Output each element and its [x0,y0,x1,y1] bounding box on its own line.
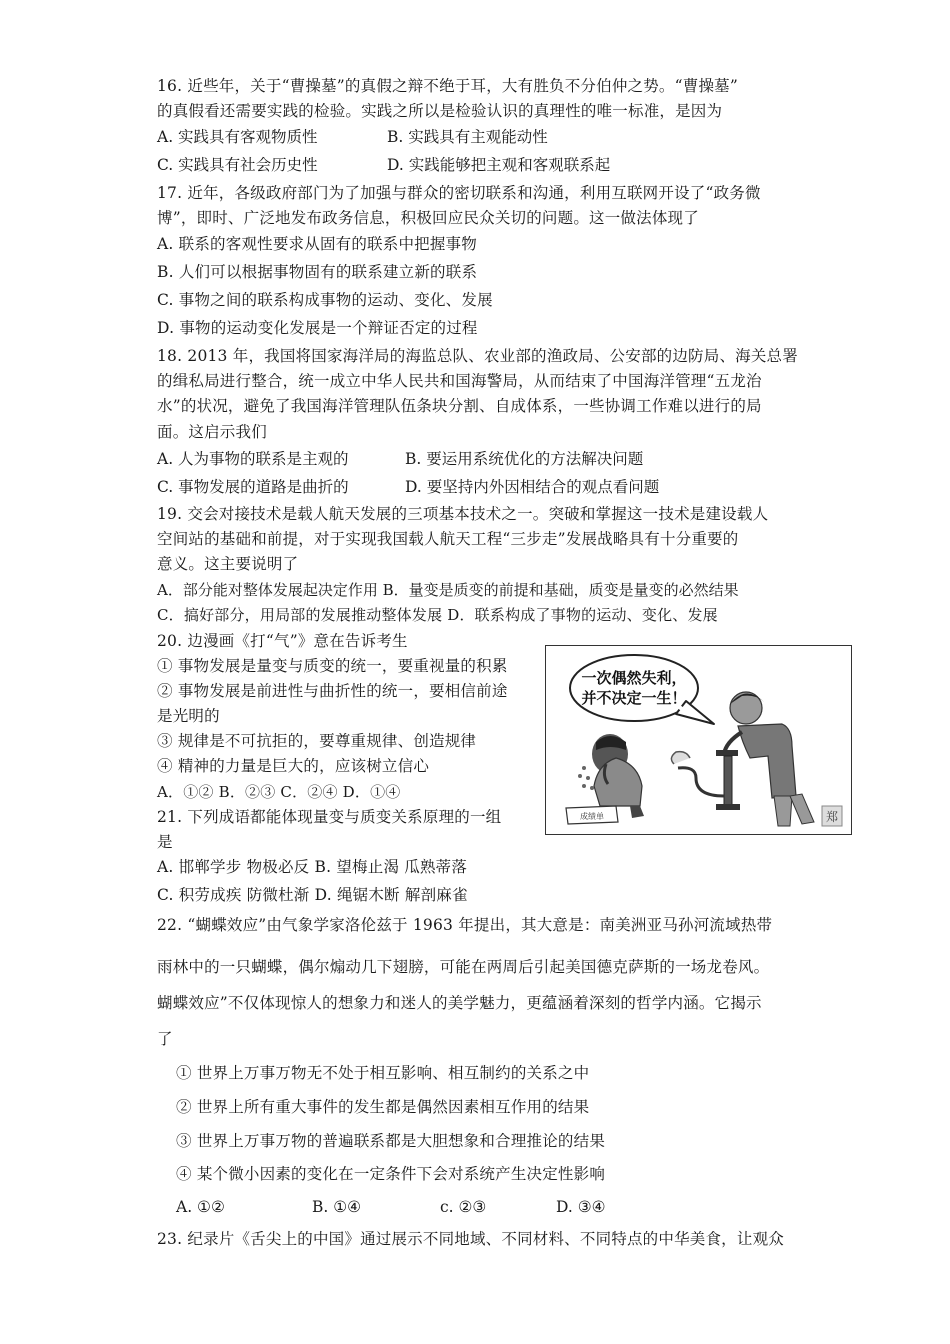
q20-item-2-cont: 是光明的 [157,707,220,725]
q20-stem: 20. 边漫画《打“气”》意在告诉考生 [157,632,408,650]
q19-stem-line2: 空间站的基础和前提，对于实现我国载人航天工程“三步走”发展战略具有十分重要的 [157,530,739,548]
q16-option-a: A. 实践具有客观物质性 [157,128,318,146]
q16-option-c: C. 实践具有社会历史性 [157,156,318,174]
q17-option-b: B. 人们可以根据事物固有的联系建立新的联系 [157,263,478,281]
q18-option-d: D. 要坚持内外因相结合的观点看问题 [405,478,660,496]
q21-options-ab: A. 邯郸学步 物极必反 B. 望梅止渴 瓜熟蒂落 [157,858,468,876]
q20-item-1: ① 事物发展是量变与质变的统一，要重视量的积累 [157,657,508,675]
report-card-label: 成绩单 [580,812,604,821]
q22-stem-line4: 了 [157,1030,173,1048]
q17-option-a: A. 联系的客观性要求从固有的联系中把握事物 [157,235,477,253]
q20-item-4: ④ 精神的力量是巨大的，应该树立信心 [157,757,430,775]
q22-option-c: c. ②③ [440,1198,487,1216]
q22-stem-line1: 22. “蝴蝶效应”由气象学家洛伦兹于 1963 年提出，其大意是：南美洲亚马孙河流域热带 [157,916,773,934]
q22-item-4: ④ 某个微小因素的变化在一定条件下会对系统产生决定性影响 [176,1165,606,1183]
q22-stem-line2: 雨林中的一只蝴蝶，偶尔煽动几下翅膀，可能在两周后引起美国德克萨斯的一场龙卷风。 [157,958,770,976]
q21-stem-line1: 21. 下列成语都能体现量变与质变关系原理的一组 [157,808,502,826]
q18-stem-line1: 18. 2013 年，我国将国家海洋局的海监总队、农业部的渔政局、公安部的边防局、海关总署 [157,347,798,365]
cartoon-illustration [546,646,850,833]
q18-stem-line2: 的缉私局进行整合，统一成立中华人民共和国海警局，从而结束了中国海洋管理“五龙治 [157,372,762,390]
q17-stem-line2: 博”，即时、广泛地发布政务信息，积极回应民众关切的问题。这一做法体现了 [157,209,699,227]
q22-option-a: A. ①② [176,1198,225,1216]
q18-stem-line3: 水”的状况，避免了我国海洋管理队伍条块分割、自成体系，一些协调工作难以进行的局 [157,397,762,415]
q22-option-d: D. ③④ [556,1198,606,1216]
q18-option-c: C. 事物发展的道路是曲折的 [157,478,349,496]
crying-student [578,734,644,818]
q17-option-c: C. 事物之间的联系构成事物的运动、变化、发展 [157,291,493,309]
q22-item-2: ② 世界上所有重大事件的发生都是偶然因素相互作用的结果 [176,1098,590,1116]
q19-options-cd: C．搞好部分，用局部的发展推动整体发展 D．联系构成了事物的运动、变化、发展 [157,606,718,624]
q22-item-3: ③ 世界上万事万物的普遍联系都是大胆想象和合理推论的结果 [176,1132,606,1150]
q19-stem-line3: 意义。这主要说明了 [157,555,299,573]
q23-stem-line1: 23. 纪录片《舌尖上的中国》通过展示不同地域、不同材料、不同特点的中华美食，让观众 [157,1230,784,1248]
q19-options-ab: A．部分能对整体发展起决定作用 B．量变是质变的前提和基础，质变是量变的必然结果 [157,581,739,599]
q22-stem-line3: 蝴蝶效应”不仅体现惊人的想象力和迷人的美学魅力，更蕴涵着深刻的哲学内涵。它揭示 [157,994,762,1012]
q20-item-2: ② 事物发展是前进性与曲折性的统一，要相信前途 [157,682,508,700]
q18-option-a: A. 人为事物的联系是主观的 [157,450,349,468]
q17-option-d: D. 事物的运动变化发展是一个辩证否定的过程 [157,319,478,337]
q19-stem-line1: 19. 交会对接技术是载人航天发展的三项基本技术之一。突破和掌握这一技术是建设载人 [157,505,769,523]
q16-stem-line1: 16. 近些年，关于“曹操墓”的真假之辩不绝于耳，大有胜负不分伯仲之势。“曹操墓” [157,77,738,95]
q16-option-b: B. 实践具有主观能动性 [387,128,548,146]
q22-option-b: B. ①④ [312,1198,362,1216]
speech-text-line2: 并不决定一生！ [581,689,687,707]
q22-item-1: ① 世界上万事万物无不处于相互影响、相互制约的关系之中 [176,1064,590,1082]
q16-stem-line2: 的真假看还需要实践的检验。实践之所以是检验认识的真理性的唯一标准，是因为 [157,102,723,120]
q18-option-b: B. 要运用系统优化的方法解决问题 [405,450,644,468]
q18-stem-line4: 面。这启示我们 [157,423,267,441]
artist-stamp-text: 郑 [825,810,839,824]
q21-stem-line2: 是 [157,833,173,851]
speech-text-line1: 一次偶然失利， [581,669,687,687]
q16-option-d: D. 实践能够把主观和客观联系起 [387,156,611,174]
q21-options-cd: C. 积劳成疾 防微杜渐 D. 绳锯木断 解剖麻雀 [157,886,468,904]
cartoon-da-qi [545,645,852,835]
q20-options: A．①② B．②③ C．②④ D．①④ [157,783,401,801]
q17-stem-line1: 17. 近年，各级政府部门为了加强与群众的密切联系和沟通，利用互联网开设了“政务微 [157,184,761,202]
q20-item-3: ③ 规律是不可抗拒的，要尊重规律、创造规律 [157,732,477,750]
